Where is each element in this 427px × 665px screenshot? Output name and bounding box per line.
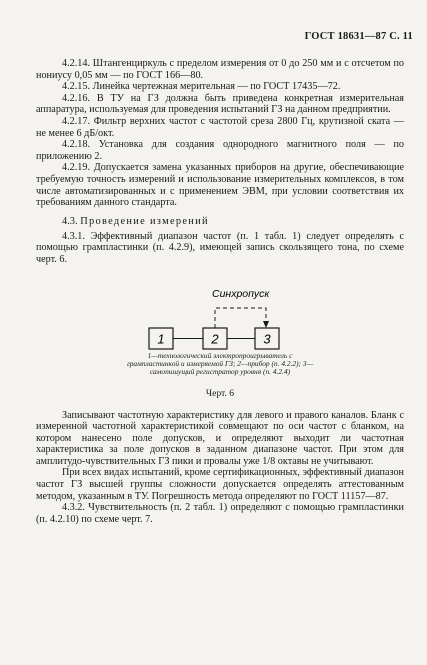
block-diagram bbox=[36, 280, 404, 404]
paragraph-4-2-17: 4.2.17. Фильтр верхних частот с частотой среза 2800 Гц, крутизной ската — не менее 6 дБ/окт. bbox=[36, 115, 404, 139]
section-heading bbox=[62, 215, 404, 228]
block-2-label: 2 bbox=[211, 331, 219, 346]
paragraph-4-2-18: 4.2.18. Установка для создания однородного магнитного поля — по приложению 2. bbox=[36, 139, 404, 162]
sync-dashed-line bbox=[215, 308, 266, 328]
paragraph-frequency-response: Записывают частотную характеристику для левого и правого каналов. Бланк с измеренной частотной характеристикой совмещают по оси частот с бланком, на котором нанесено поле допусков, и определяют выходит ли частотная характеристика за поле допусков в заданном диапазоне частот. При этом для амплитудо-чувствительных ГЗ пики и провалы уже 1/8 октавы не учитывают. bbox=[36, 409, 404, 467]
sync-label: Синхропуск bbox=[212, 287, 270, 300]
paragraph-4-3-2: 4.3.2. Чувствительность (п. 2 табл. 1) определяют с помощью грампластинки (п. 4.2.10) по схеме черт. 7. bbox=[36, 502, 404, 525]
sync-arrowhead bbox=[263, 321, 269, 328]
section-title: Проведение измерений bbox=[80, 215, 209, 227]
figure-label: Черт. 6 bbox=[205, 387, 235, 399]
block-3-label: 3 bbox=[263, 331, 271, 346]
page-header: ГОСТ 18631—87 С. 11 bbox=[304, 31, 413, 42]
paragraph-4-3-1: 4.3.1. Эффективный диапазон частот (п. 1 табл. 1) следует определять с помощью грампластинки (п. 4.2.9), имеющей запись скользящего тона, по схеме черт. 6. bbox=[36, 230, 404, 265]
paragraph-4-2-19: 4.2.19. Допускается замена указанных приборов на другие, обеспечивающие требуемую точность измерений и использование измерительных комплексов, в том числе автоматизированных и с применением ЭВМ, при условии соответствия их требованиям данного стандарта. bbox=[36, 162, 404, 209]
paragraph-4-2-15: 4.2.15. Линейка чертежная мерительная — по ГОСТ 17435—72. bbox=[62, 81, 341, 93]
document-body bbox=[36, 58, 404, 525]
block-1-label: 1 bbox=[157, 331, 165, 346]
paragraph-4-2-16: 4.2.16. В ТУ на ГЗ должна быть приведена конкретная измерительная аппаратура, используемая для проведения испытаний ГЗ на данном предприятии. bbox=[36, 92, 404, 116]
figure-caption: 1—технологический электропроигрыватель с грампластинкой и измеряемой ГЗ; 2—прибор (п. 4.2.2); 3—самопишущий регистратор уровня (п. 4.2.4) bbox=[126, 350, 314, 376]
paragraph-certification: При всех видах испытаний, кроме сертификационных, эффективный диапазон частот ГЗ высшей группы сложности допускается определять аттестованным методом, указанным в ТУ. Погрешность метода определяют по ГОСТ 11157—87. bbox=[36, 467, 404, 502]
section-number: 4.3. bbox=[62, 215, 78, 227]
figure-6 bbox=[36, 280, 404, 404]
paragraph-4-2-14: 4.2.14. Штангенциркуль с пределом измерения от 0 до 250 мм и с отсчетом по нониусу 0,05 мм — по ГОСТ 166—80. bbox=[36, 58, 404, 81]
